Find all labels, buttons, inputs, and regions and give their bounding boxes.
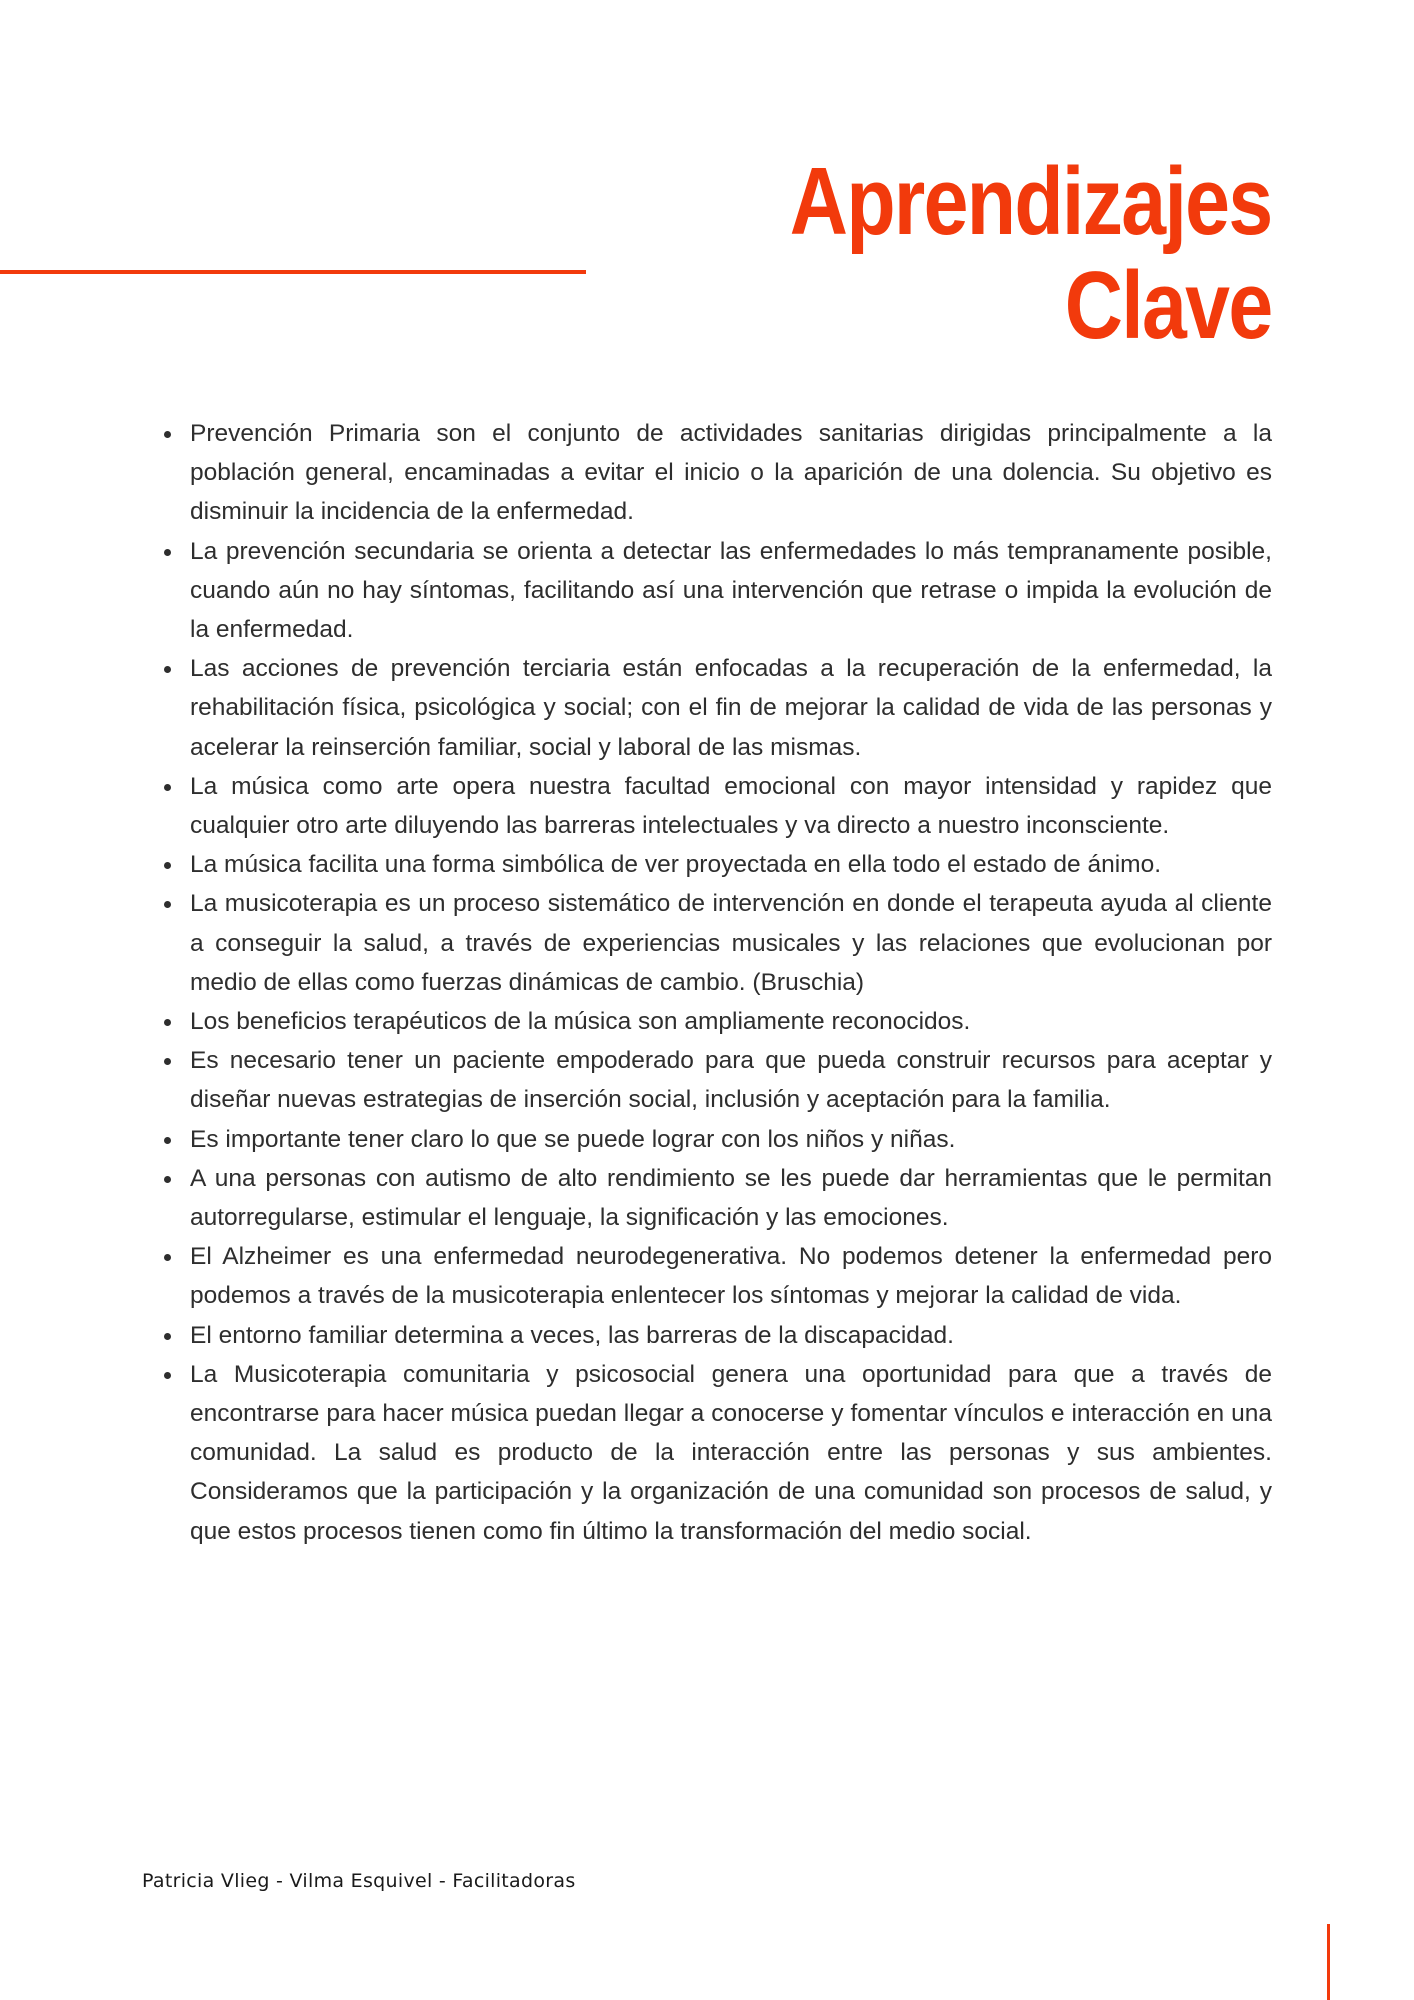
footer-credits: Patricia Vlieg - Vilma Esquivel - Facilitadoras (142, 1870, 576, 1892)
key-learnings-list (164, 414, 1272, 1551)
list-item: El Alzheimer es una enfermedad neurodegenerativa. No podemos detener la enfermedad pero podemos a través de la musicoterapia enlentecer los síntomas y mejorar la calidad de vida. (164, 1237, 1272, 1315)
list-item: La prevención secundaria se orienta a detectar las enfermedades lo más tempranamente posible, cuando aún no hay síntomas, facilitando así una intervención que retrase o impida la evolución de la enfermedad. (164, 532, 1272, 650)
list-item: La Musicoterapia comunitaria y psicosocial genera una oportunidad para que a través de encontrarse para hacer música puedan llegar a conocerse y fomentar vínculos e interacción en una comunidad. La salud es producto de la interacción entre las personas y sus ambientes. Consideramos que la participación y la organización de una comunidad son procesos de salud, y que estos procesos tienen como fin último la transformación del medio social. (164, 1355, 1272, 1551)
page-title (790, 150, 1272, 358)
corner-accent-line (1327, 1924, 1330, 2000)
list-item: Es necesario tener un paciente empoderado para que pueda construir recursos para aceptar y diseñar nuevas estrategias de inserción social, inclusión y aceptación para la familia. (164, 1041, 1272, 1119)
page-title-line-1: Aprendizajes (790, 148, 1272, 255)
list-item: A una personas con autismo de alto rendimiento se les puede dar herramientas que le permitan autorregularse, estimular el lenguaje, la significación y las emociones. (164, 1159, 1272, 1237)
list-item: El entorno familiar determina a veces, las barreras de la discapacidad. (164, 1316, 1272, 1355)
list-item: Prevención Primaria son el conjunto de actividades sanitarias dirigidas principalmente a la población general, encaminadas a evitar el inicio o la aparición de una dolencia. Su objetivo es disminuir la incidencia de la enfermedad. (164, 414, 1272, 532)
list-item: La música facilita una forma simbólica de ver proyectada en ella todo el estado de ánimo. (164, 845, 1272, 884)
list-item: Los beneficios terapéuticos de la música son ampliamente reconocidos. (164, 1002, 1272, 1041)
list-item: La música como arte opera nuestra facultad emocional con mayor intensidad y rapidez que cualquier otro arte diluyendo las barreras intelectuales y va directo a nuestro inconsciente. (164, 767, 1272, 845)
title-divider-line (0, 270, 586, 274)
page-title-line-2: Clave (1065, 252, 1272, 359)
list-item: Las acciones de prevención terciaria están enfocadas a la recuperación de la enfermedad, la rehabilitación física, psicológica y social; con el fin de mejorar la calidad de vida de las personas y acelerar la reinserción familiar, social y laboral de las mismas. (164, 649, 1272, 767)
list-item: Es importante tener claro lo que se puede lograr con los niños y niñas. (164, 1120, 1272, 1159)
list-item: La musicoterapia es un proceso sistemático de intervención en donde el terapeuta ayuda al cliente a conseguir la salud, a través de experiencias musicales y las relaciones que evolucionan por medio de ellas como fuerzas dinámicas de cambio. (Bruschia) (164, 884, 1272, 1002)
